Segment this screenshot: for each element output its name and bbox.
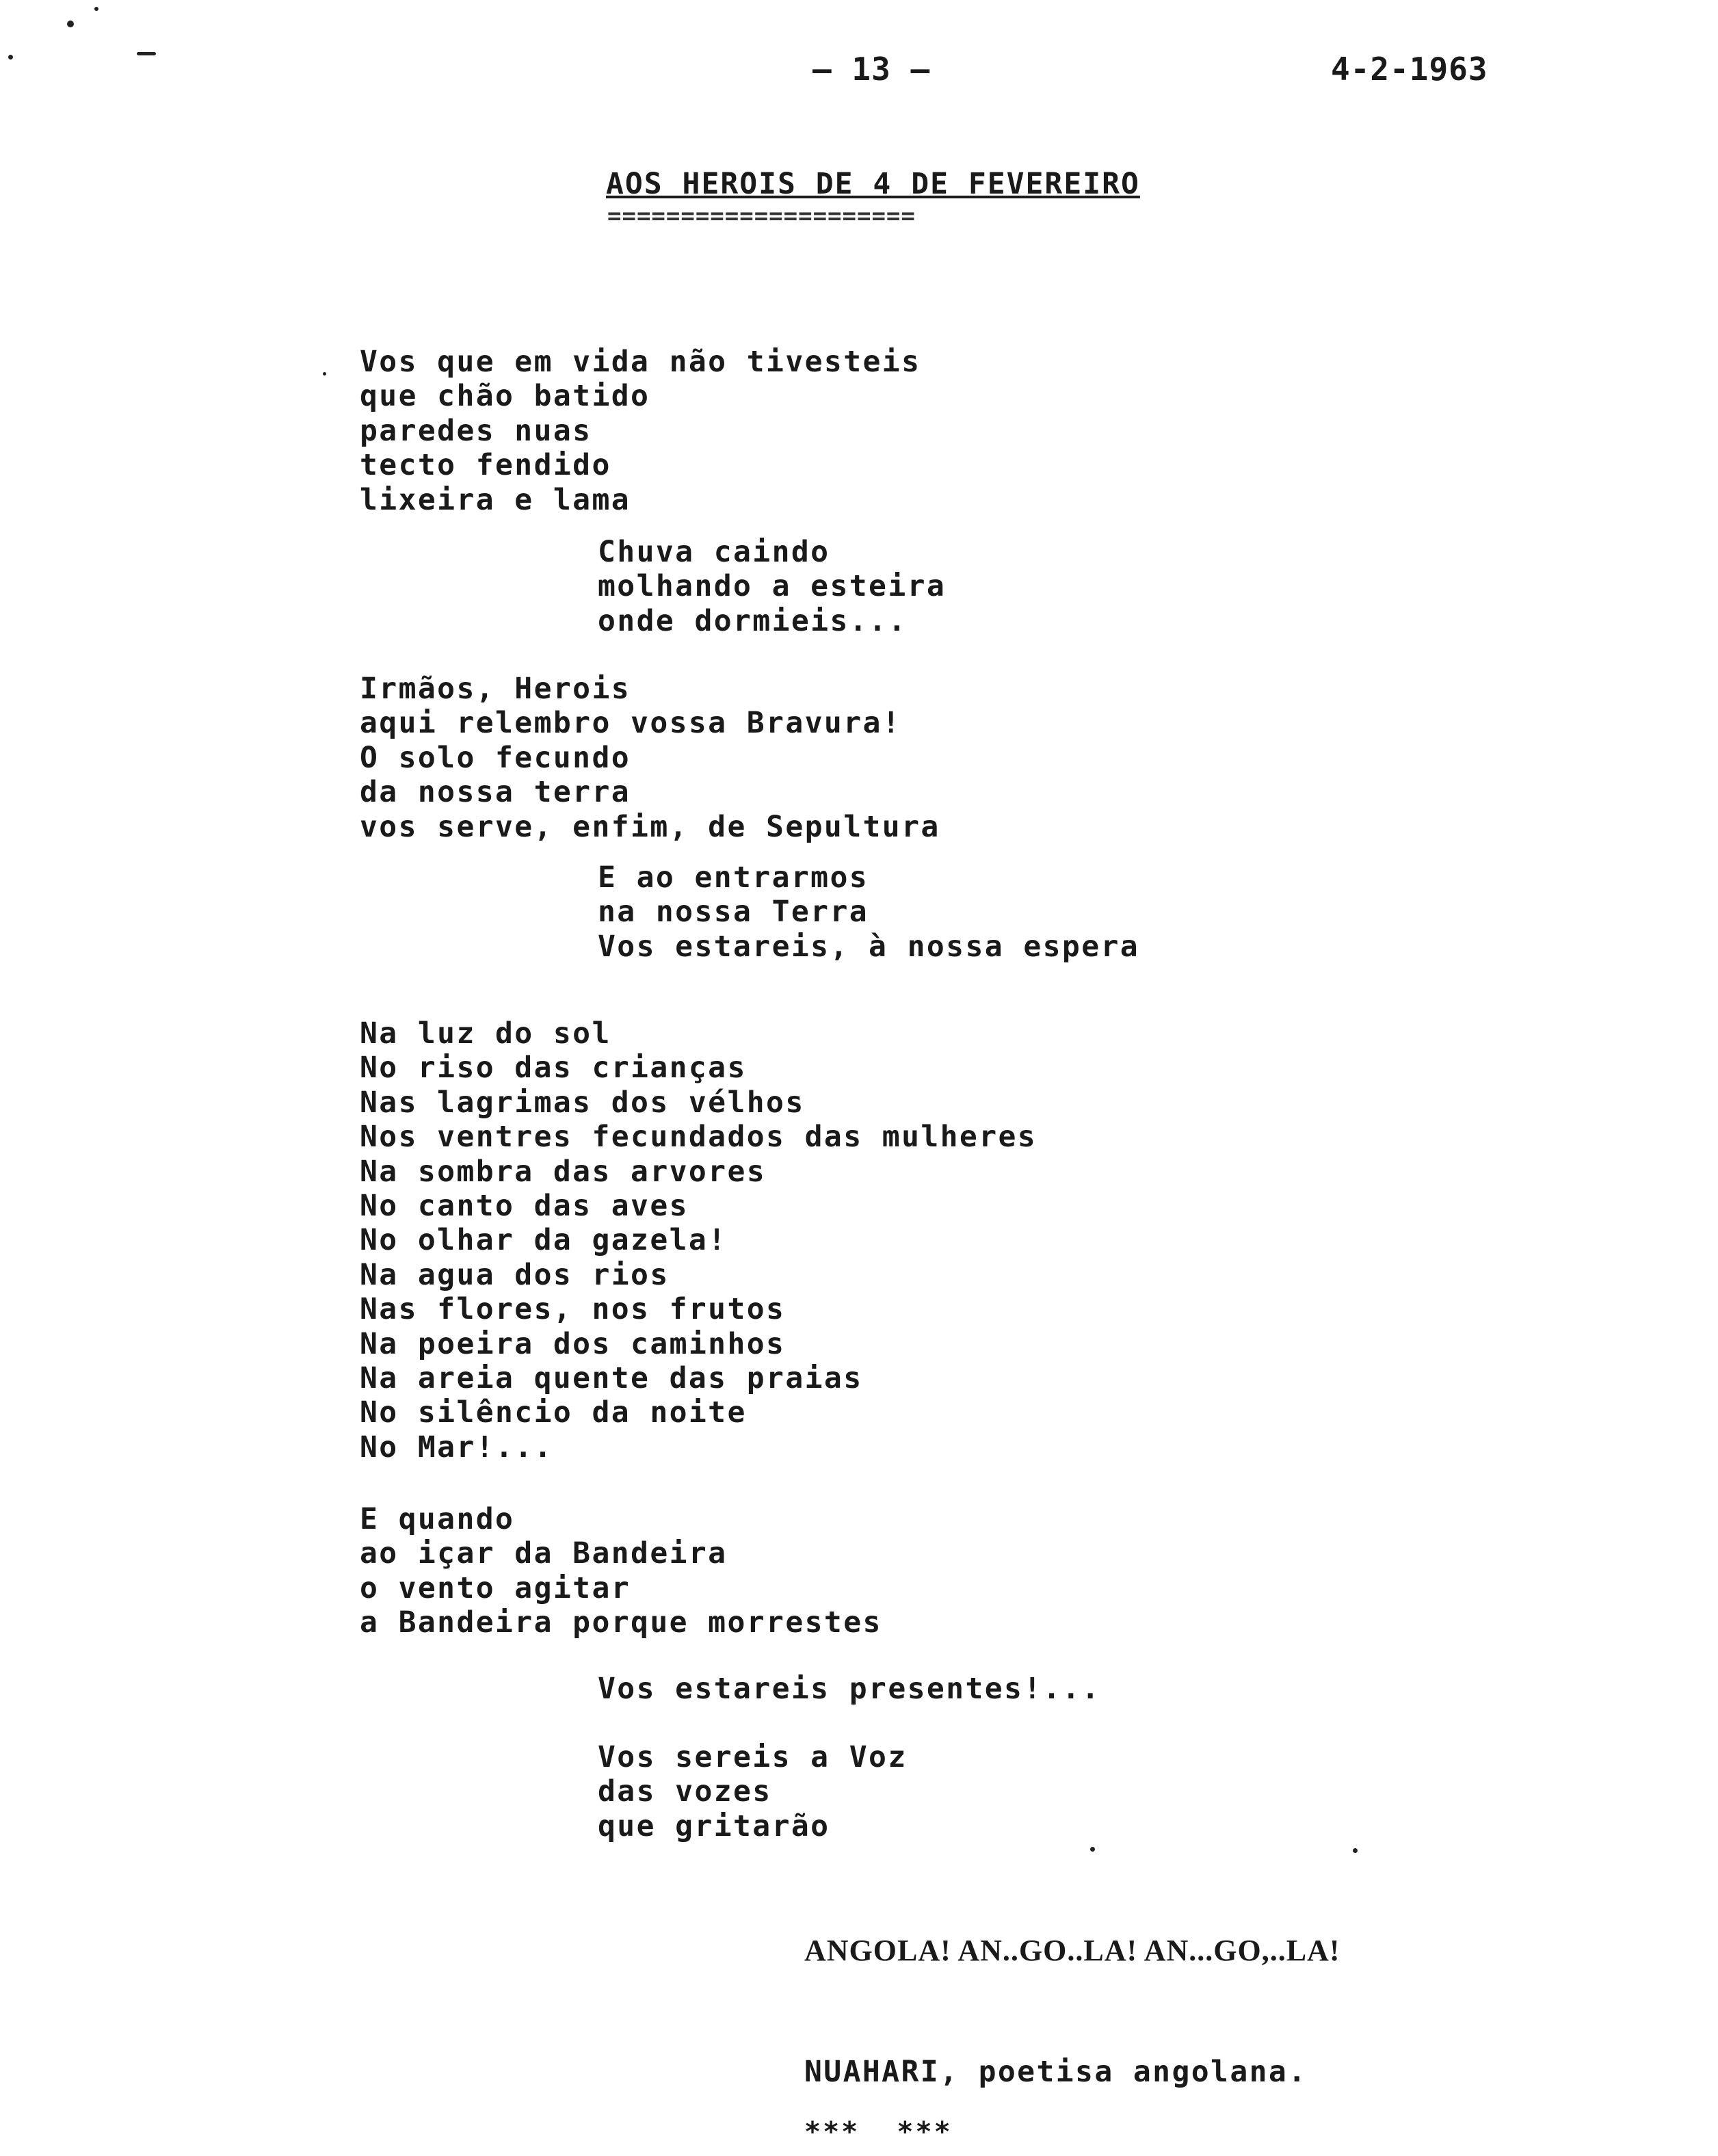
- poem-line: Irmãos, Herois: [360, 672, 631, 706]
- closing-cry: ANGOLA! AN..GO..LA! AN...GO,..LA!: [804, 1934, 1340, 1967]
- scan-speck: [1353, 1848, 1358, 1853]
- poem-line: Na poeira dos caminhos: [360, 1326, 786, 1361]
- poem-line: No Mar!...: [360, 1430, 553, 1464]
- poem-line: Vos estareis presentes!...: [598, 1672, 1101, 1706]
- poem-line: Na luz do sol: [360, 1016, 611, 1051]
- poem-title: AOS HEROIS DE 4 DE FEVEREIRO: [606, 167, 1140, 201]
- poem-line: o vento agitar: [360, 1570, 631, 1605]
- poem-line: Vos que em vida não tivesteis: [360, 345, 921, 379]
- poem-line: vos serve, enfim, de Sepultura: [360, 809, 940, 844]
- scan-speck: [137, 52, 156, 55]
- poem-line: a Bandeira porque morrestes: [360, 1605, 882, 1640]
- poem-line: Nas lagrimas dos vélhos: [360, 1085, 805, 1120]
- poem-line: Na areia quente das praias: [360, 1361, 863, 1395]
- poem-line: No silêncio da noite: [360, 1395, 747, 1430]
- poem-line: Na sombra das arvores: [360, 1154, 767, 1189]
- poem-line: Nas flores, nos frutos: [360, 1292, 786, 1327]
- poem-line: tecto fendido: [360, 448, 611, 483]
- poem-line: Chuva caindo: [598, 535, 830, 569]
- poem-line: onde dormieis...: [598, 603, 908, 638]
- page-number: – 13 –: [812, 51, 931, 88]
- poem-line: na nossa Terra: [598, 895, 869, 930]
- poem-line: E ao entrarmos: [598, 860, 869, 895]
- poem-line: No olhar da gazela!: [360, 1223, 728, 1258]
- scan-speck: [1090, 1847, 1095, 1852]
- scan-speck: [8, 55, 13, 60]
- poem-line: lixeira e lama: [360, 482, 631, 517]
- poem-line: molhando a esteira: [598, 569, 947, 604]
- poem-line: da nossa terra: [360, 775, 631, 810]
- poem-line: que gritarão: [598, 1809, 830, 1843]
- scan-speck: [67, 21, 74, 27]
- poem-line: que chão batido: [360, 379, 650, 414]
- poem-line: Nos ventres fecundados das mulheres: [360, 1120, 1038, 1155]
- poem-line: O solo fecundo: [360, 740, 631, 775]
- poem-line: paredes nuas: [360, 413, 592, 448]
- scan-speck: [323, 372, 326, 376]
- poem-line: aqui relembro vossa Bravura!: [360, 706, 902, 741]
- scan-speck: [94, 7, 98, 11]
- poem-line: E quando: [360, 1502, 515, 1536]
- poem-line: Vos estareis, à nossa espera: [598, 929, 1140, 964]
- end-marks: *** ***: [804, 2116, 953, 2148]
- poem-line: Na agua dos rios: [360, 1257, 670, 1292]
- document-date: 4-2-1963: [1331, 51, 1488, 88]
- author-signature: NUAHARI, poetisa angolana.: [804, 2055, 1308, 2089]
- poem-line: das vozes: [598, 1774, 772, 1809]
- poem-line: No canto das aves: [360, 1189, 689, 1223]
- poem-line: Vos sereis a Voz: [598, 1740, 908, 1774]
- poem-line: No riso das crianças: [360, 1051, 747, 1086]
- poem-line: ao içar da Bandeira: [360, 1536, 728, 1571]
- title-double-rule: =====================: [607, 202, 916, 230]
